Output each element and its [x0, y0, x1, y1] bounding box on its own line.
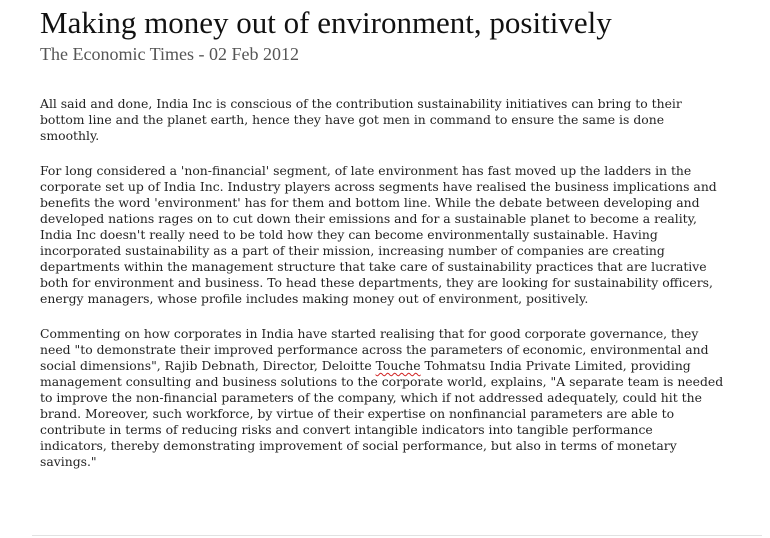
article-headline: Making money out of environment, positively — [40, 5, 612, 40]
text-line: corporate set up of India Inc. Industry players across segments have realised the business implications and — [40, 179, 717, 194]
text-line: indicators, thereby demonstrating improvement of social performance, but also in terms of monetary — [40, 438, 677, 453]
text-line: All said and done, India Inc is conscious of the contribution sustainability initiatives can bring to their — [40, 96, 682, 111]
text-line: benefits the word 'environment' has for them and bottom line. While the debate between developing and — [40, 195, 700, 210]
paragraph-3 — [40, 326, 768, 470]
paragraph-2 — [40, 163, 768, 307]
text-line: For long considered a 'non-financial' segment, of late environment has fast moved up the ladders in the — [40, 163, 692, 178]
text-line: developed nations rages on to cut down their emissions and for a sustainable planet to become a reality, — [40, 211, 697, 226]
text-line: energy managers, whose profile includes making money out of environment, positively. — [40, 291, 589, 306]
text-line: bottom line and the planet earth, hence they have got men in command to ensure the same is done — [40, 112, 665, 127]
text-line: both for environment and business. To head these departments, they are looking for sustainability officers, — [40, 275, 713, 290]
text-segment: Tohmatsu India Private Limited, providing — [420, 358, 691, 373]
bottom-divider — [32, 535, 762, 536]
article-body — [40, 96, 768, 489]
text-line: savings." — [40, 454, 97, 469]
text-line: incorporated sustainability as a part of their mission, increasing number of companies are creating — [40, 243, 665, 258]
text-line: brand. Moreover, such workforce, by virtue of their expertise on nonfinancial parameters are able to — [40, 406, 675, 421]
text-segment: social dimensions", Rajib Debnath, Director, Deloitte — [40, 358, 376, 373]
text-line: contribute in terms of reducing risks and convert intangible indicators into tangible performance — [40, 422, 653, 437]
text-line: Commenting on how corporates in India have started realising that for good corporate governance, they — [40, 326, 699, 341]
text-line: smoothly. — [40, 128, 100, 143]
text-line-with-flag — [40, 358, 768, 374]
text-line: management consulting and business solutions to the corporate world, explains, "A separate team is needed — [40, 374, 724, 389]
text-line: to improve the non-financial parameters of the company, which if not addressed adequately, could hit the — [40, 390, 702, 405]
paragraph-1 — [40, 96, 768, 144]
spellcheck-flagged-word[interactable]: Touche — [375, 358, 421, 373]
text-line: need "to demonstrate their improved performance across the parameters of economic, environmental and — [40, 342, 709, 357]
text-line: India Inc doesn't really need to be told how they can become environmentally sustainable. Having — [40, 227, 658, 242]
text-line: departments within the management structure that take care of sustainability practices that are lucrative — [40, 259, 707, 274]
article-byline: The Economic Times - 02 Feb 2012 — [40, 44, 299, 64]
